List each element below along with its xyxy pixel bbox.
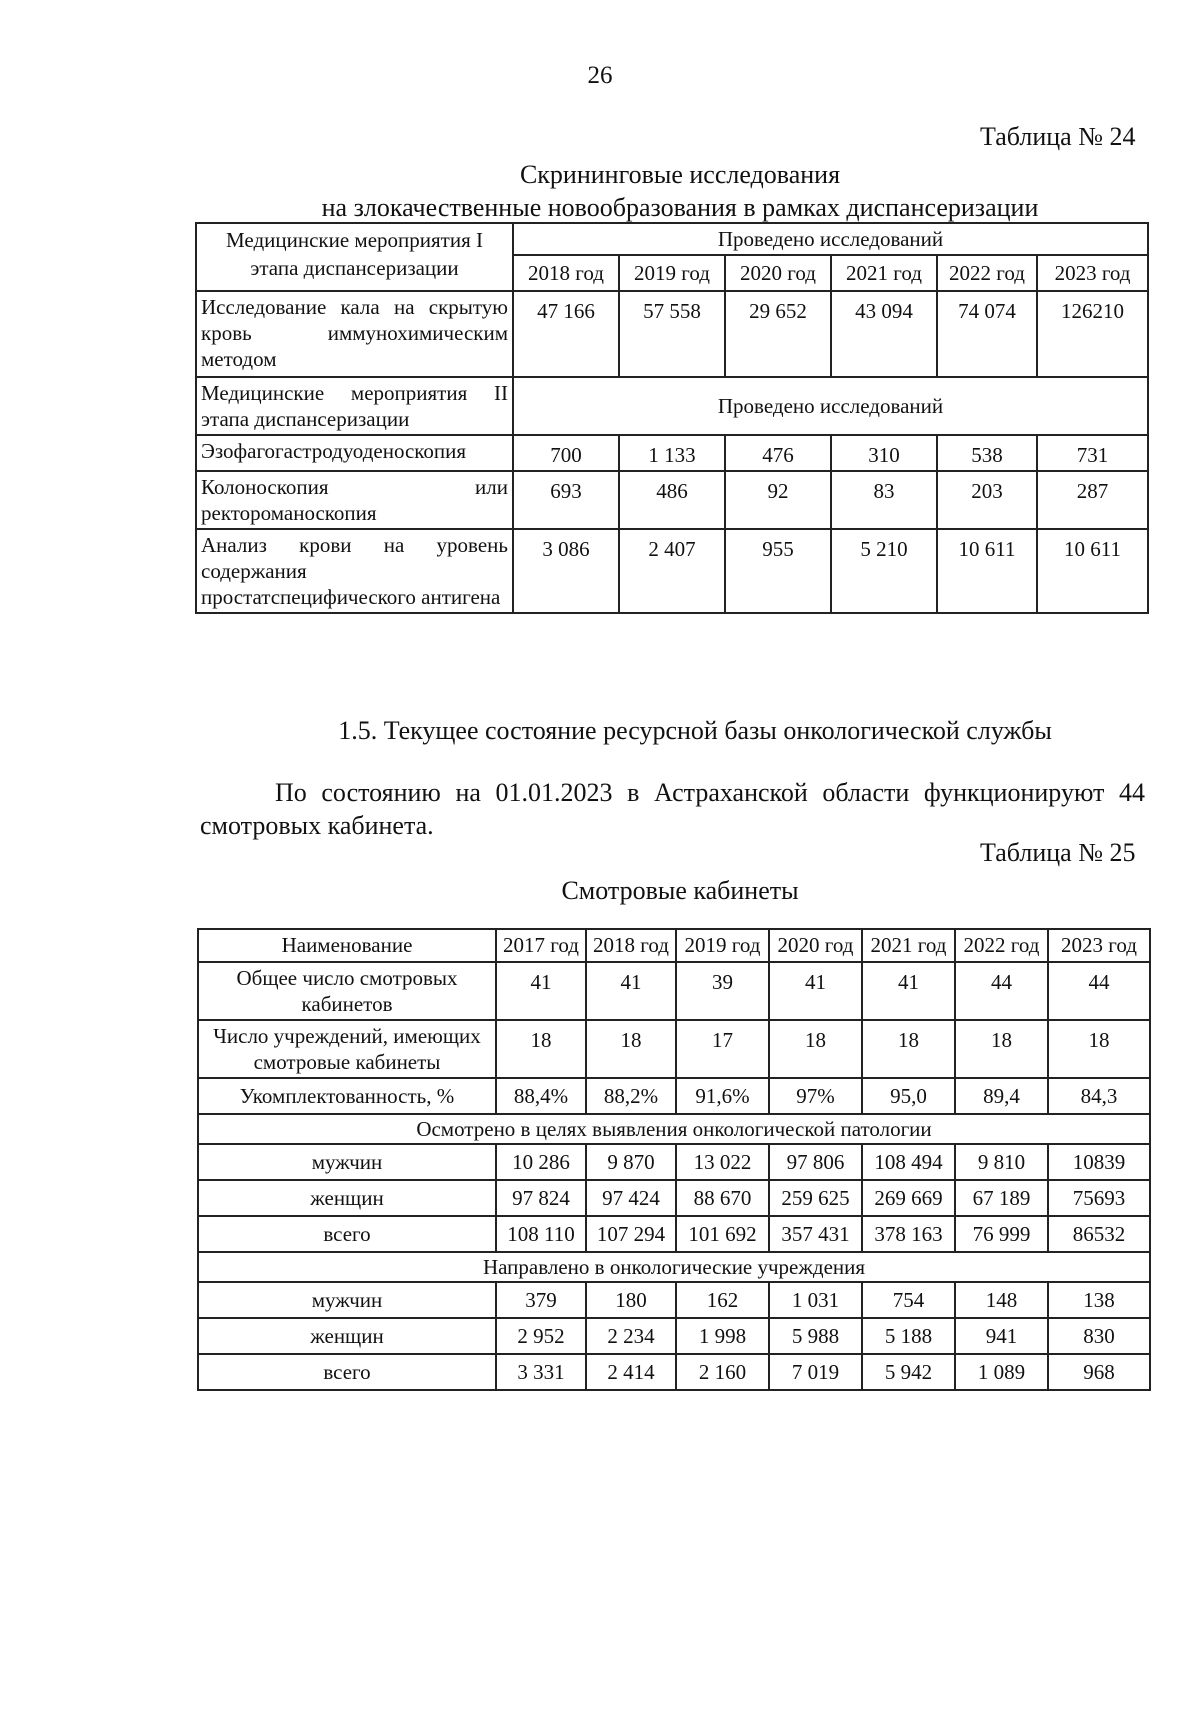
year-cell: 2020 год (725, 255, 831, 291)
value-cell: 18 (586, 1020, 676, 1078)
table-row (198, 1144, 1150, 1180)
value-cell: 968 (1048, 1354, 1150, 1390)
value-cell: 97 424 (586, 1180, 676, 1216)
table-25-label: Таблица № 25 (980, 838, 1136, 867)
value-cell: 269 669 (862, 1180, 955, 1216)
year-cell: 2021 год (831, 255, 937, 291)
value-cell: 941 (955, 1318, 1048, 1354)
row-label: всего (198, 1354, 496, 1390)
row-label: Эзофагогастродуоденоскопия (196, 435, 513, 471)
value-cell: 2 414 (586, 1354, 676, 1390)
header-cell: Наименование (198, 929, 496, 962)
value-cell: 2 407 (619, 529, 725, 613)
year-cell: 2023 год (1037, 255, 1148, 291)
value-cell: 138 (1048, 1282, 1150, 1318)
value-cell: 57 558 (619, 291, 725, 377)
value-cell: 97 806 (769, 1144, 862, 1180)
value-cell: 108 494 (862, 1144, 955, 1180)
year-cell: 2017 год (496, 929, 586, 962)
value-cell: 1 133 (619, 435, 725, 471)
year-cell: 2019 год (619, 255, 725, 291)
value-cell: 287 (1037, 471, 1148, 529)
table-row (198, 962, 1150, 1020)
table-row (196, 291, 1148, 377)
value-cell: 17 (676, 1020, 769, 1078)
value-cell: 13 022 (676, 1144, 769, 1180)
value-cell: 700 (513, 435, 619, 471)
header-cell: Медицинские мероприятия I этапа диспансеризации (196, 223, 513, 291)
table-24-title-line2: на злокачественные новообразования в рамках диспансеризации (321, 193, 1039, 222)
value-cell: 74 074 (937, 291, 1037, 377)
intro-paragraph: По состоянию на 01.01.2023 в Астраханской области функционируют 44 смотровых кабинета. (200, 778, 1145, 840)
value-cell: 9 810 (955, 1144, 1048, 1180)
group-cell: Проведено исследований (513, 377, 1148, 435)
row-label: Медицинские мероприятия II этапа диспансеризации (196, 377, 513, 435)
value-cell: 2 952 (496, 1318, 586, 1354)
table-24-title-line1: Скрининговые исследования (519, 160, 841, 189)
table-row (196, 529, 1148, 613)
table-row (198, 1078, 1150, 1114)
value-cell: 1 031 (769, 1282, 862, 1318)
table-25 (197, 928, 1151, 1391)
row-label: Колоноскопия или ректороманоскопия (196, 471, 513, 529)
value-cell: 3 086 (513, 529, 619, 613)
section-heading: 1.5. Текущее состояние ресурсной базы онкологической службы (338, 716, 1052, 745)
table-24 (195, 222, 1149, 614)
table-row (198, 1020, 1150, 1078)
year-cell: 2018 год (513, 255, 619, 291)
value-cell: 84,3 (1048, 1078, 1150, 1114)
year-cell: 2022 год (955, 929, 1048, 962)
value-cell: 10 611 (937, 529, 1037, 613)
table-row (196, 377, 1148, 435)
value-cell: 5 988 (769, 1318, 862, 1354)
value-cell: 955 (725, 529, 831, 613)
table-row (198, 1354, 1150, 1390)
value-cell: 2 234 (586, 1318, 676, 1354)
table-row (196, 223, 1148, 255)
row-label: Общее число смотровых кабинетов (198, 962, 496, 1020)
value-cell: 83 (831, 471, 937, 529)
value-cell: 10 611 (1037, 529, 1148, 613)
value-cell: 108 110 (496, 1216, 586, 1252)
table-row (198, 1252, 1150, 1282)
row-label: всего (198, 1216, 496, 1252)
year-cell: 2019 год (676, 929, 769, 962)
value-cell: 75693 (1048, 1180, 1150, 1216)
value-cell: 44 (1048, 962, 1150, 1020)
value-cell: 2 160 (676, 1354, 769, 1390)
table-25-title: Смотровые кабинеты (561, 876, 799, 905)
value-cell: 47 166 (513, 291, 619, 377)
table-row (196, 471, 1148, 529)
table-24-title (170, 158, 1190, 224)
section-row-title: Направлено в онкологические учреждения (198, 1252, 1150, 1282)
year-cell: 2022 год (937, 255, 1037, 291)
header-group-cell: Проведено исследований (513, 223, 1148, 255)
value-cell: 88 670 (676, 1180, 769, 1216)
value-cell: 44 (955, 962, 1048, 1020)
row-label: Укомплектованность, % (198, 1078, 496, 1114)
value-cell: 39 (676, 962, 769, 1020)
value-cell: 126210 (1037, 291, 1148, 377)
year-cell: 2021 год (862, 929, 955, 962)
row-label: женщин (198, 1180, 496, 1216)
row-label: мужчин (198, 1144, 496, 1180)
value-cell: 18 (1048, 1020, 1150, 1078)
value-cell: 10839 (1048, 1144, 1150, 1180)
value-cell: 41 (862, 962, 955, 1020)
table-row (198, 1180, 1150, 1216)
value-cell: 538 (937, 435, 1037, 471)
value-cell: 43 094 (831, 291, 937, 377)
row-label: Число учреждений, имеющих смотровые кабинеты (198, 1020, 496, 1078)
value-cell: 41 (769, 962, 862, 1020)
value-cell: 203 (937, 471, 1037, 529)
value-cell: 95,0 (862, 1078, 955, 1114)
value-cell: 10 286 (496, 1144, 586, 1180)
section-row-title: Осмотрено в целях выявления онкологической патологии (198, 1114, 1150, 1144)
value-cell: 693 (513, 471, 619, 529)
value-cell: 357 431 (769, 1216, 862, 1252)
value-cell: 5 210 (831, 529, 937, 613)
value-cell: 180 (586, 1282, 676, 1318)
value-cell: 91,6% (676, 1078, 769, 1114)
value-cell: 476 (725, 435, 831, 471)
value-cell: 76 999 (955, 1216, 1048, 1252)
year-cell: 2020 год (769, 929, 862, 962)
value-cell: 259 625 (769, 1180, 862, 1216)
year-cell: 2018 год (586, 929, 676, 962)
year-cell: 2023 год (1048, 929, 1150, 962)
table-row (198, 1216, 1150, 1252)
value-cell: 67 189 (955, 1180, 1048, 1216)
value-cell: 18 (862, 1020, 955, 1078)
table-row (198, 1318, 1150, 1354)
value-cell: 830 (1048, 1318, 1150, 1354)
value-cell: 18 (955, 1020, 1048, 1078)
value-cell: 310 (831, 435, 937, 471)
value-cell: 1 089 (955, 1354, 1048, 1390)
value-cell: 486 (619, 471, 725, 529)
value-cell: 7 019 (769, 1354, 862, 1390)
table-row (196, 435, 1148, 471)
row-label: женщин (198, 1318, 496, 1354)
table-row (198, 1282, 1150, 1318)
value-cell: 18 (769, 1020, 862, 1078)
value-cell: 5 188 (862, 1318, 955, 1354)
table-row (198, 1114, 1150, 1144)
value-cell: 88,2% (586, 1078, 676, 1114)
table-row (198, 929, 1150, 962)
value-cell: 1 998 (676, 1318, 769, 1354)
value-cell: 86532 (1048, 1216, 1150, 1252)
value-cell: 107 294 (586, 1216, 676, 1252)
value-cell: 379 (496, 1282, 586, 1318)
value-cell: 41 (586, 962, 676, 1020)
value-cell: 101 692 (676, 1216, 769, 1252)
value-cell: 88,4% (496, 1078, 586, 1114)
value-cell: 97% (769, 1078, 862, 1114)
value-cell: 162 (676, 1282, 769, 1318)
value-cell: 3 331 (496, 1354, 586, 1390)
value-cell: 41 (496, 962, 586, 1020)
value-cell: 29 652 (725, 291, 831, 377)
value-cell: 731 (1037, 435, 1148, 471)
value-cell: 5 942 (862, 1354, 955, 1390)
table-24-label: Таблица № 24 (980, 122, 1136, 151)
row-label: мужчин (198, 1282, 496, 1318)
value-cell: 92 (725, 471, 831, 529)
value-cell: 754 (862, 1282, 955, 1318)
value-cell: 378 163 (862, 1216, 955, 1252)
row-label: Исследование кала на скрытую кровь иммунохимическим методом (196, 291, 513, 377)
value-cell: 148 (955, 1282, 1048, 1318)
row-label: Анализ крови на уровень содержания простатспецифического антигена (196, 529, 513, 613)
page-number: 26 (587, 62, 613, 89)
value-cell: 18 (496, 1020, 586, 1078)
value-cell: 97 824 (496, 1180, 586, 1216)
value-cell: 9 870 (586, 1144, 676, 1180)
value-cell: 89,4 (955, 1078, 1048, 1114)
